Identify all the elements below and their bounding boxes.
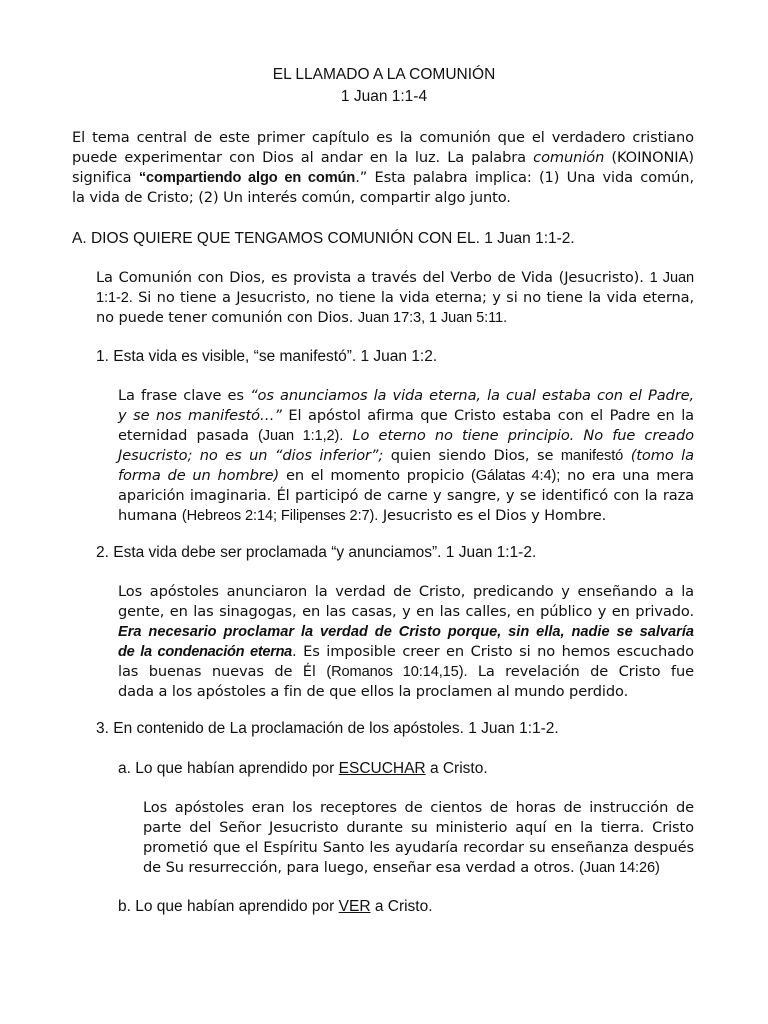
- point-2-line: Los apóstoles anunciaron la verdad de Cristo, predicando y enseñando a la: [118, 583, 694, 600]
- scripture-ref: Juan 17:3, 1 Juan 5:11.: [357, 310, 508, 326]
- scripture-ref: 1:1-2.: [96, 290, 133, 306]
- intro-line: El tema central de este primer capítulo es la comunión que el verdadero cristiano: [72, 129, 694, 146]
- point-2-line: las buenas nuevas de Él (Romanos 10:14,15). La revelación de Cristo fue: [118, 663, 694, 680]
- keyword-escuchar: ESCUCHAR: [338, 760, 426, 777]
- section-a-line: La Comunión con Dios, es provista a través del Verbo de Vida (Jesucristo). 1 Juan: [96, 269, 694, 286]
- point-3a-line: Los apóstoles eran los receptores de cientos de horas de instrucción de: [143, 799, 694, 816]
- keyword-ver: VER: [338, 898, 371, 915]
- point-1-line: eternidad pasada (Juan 1:1,2). Lo eterno no tiene principio. No fue creado: [118, 427, 694, 444]
- point-1-line: Jesucristo; no es un “dios inferior”; quien siendo Dios, se manifestó (tomo la: [118, 447, 694, 464]
- point-1-line: aparición imaginaria. Él participó de carne y sangre, y se identificó con la raza: [118, 487, 694, 504]
- section-a-line: 1:1-2. Si no tiene a Jesucristo, no tiene la vida eterna; y si no tiene la vida eterna,: [96, 289, 694, 306]
- point-3a-line: prometió que el Espíritu Santo les ayudaría recordar su enseñanza después: [143, 839, 694, 856]
- koinonia-term: comunión: [533, 149, 605, 166]
- page-title: EL LLAMADO A LA COMUNIÓN: [272, 66, 496, 83]
- scripture-ref: (Juan 1:1,2).: [258, 428, 344, 444]
- definition-phrase: “compartiendo algo en común: [138, 170, 356, 186]
- point-3a-heading: a. Lo que habían aprendido por ESCUCHAR a Cristo.: [118, 760, 488, 777]
- point-2-line: gente, en las sinagogas, en las casas, y en las calles, en público y en privado.: [118, 603, 694, 620]
- page-subtitle: 1 Juan 1:1-4: [340, 88, 428, 105]
- point-3-heading: 3. En contenido de La proclamación de los apóstoles. 1 Juan 1:1-2.: [96, 720, 559, 737]
- point-2-heading: 2. Esta vida debe ser proclamada “y anunciamos”. 1 Juan 1:1-2.: [96, 544, 537, 561]
- point-2-emphasis-line: Era necesario proclamar la verdad de Cristo porque, sin ella, nadie se salvaría: [118, 624, 694, 640]
- section-a-heading: A. DIOS QUIERE QUE TENGAMOS COMUNIÓN CON EL. 1 Juan 1:1-2.: [72, 230, 575, 247]
- point-3b-heading: b. Lo que habían aprendido por VER a Cristo.: [118, 898, 433, 915]
- point-1-line: humana (Hebreos 2:14; Filipenses 2:7). Jesucristo es el Dios y Hombre.: [118, 507, 607, 524]
- point-2-line: dada a los apóstoles a fin de que ellos la proclamen al mundo perdido.: [118, 683, 629, 700]
- scripture-ref: (Juan 14:26): [579, 860, 660, 876]
- intro-line: significa “compartiendo algo en común.” Esta palabra implica: (1) Una vida común,: [72, 169, 694, 186]
- point-1-line: y se nos manifestó…” El apóstol afirma que Cristo estaba con el Padre en la: [118, 407, 694, 424]
- point-1-line: forma de un hombre) en el momento propicio (Gálatas 4:4); no era una mera: [118, 467, 694, 484]
- point-1-line: La frase clave es “os anunciamos la vida eterna, la cual estaba con el Padre,: [118, 387, 695, 404]
- scripture-ref: (Hebreos 2:14; Filipenses 2:7).: [181, 508, 379, 524]
- intro-line: puede experimentar con Dios al andar en la luz. La palabra comunión (KOINONIA): [72, 149, 694, 166]
- point-3a-line: de Su resurrección, para luego, enseñar esa verdad a otros. (Juan 14:26): [143, 859, 660, 876]
- scripture-ref: (Romanos 10:14,15).: [326, 664, 468, 680]
- section-a-line: no puede tener comunión con Dios. Juan 17:3, 1 Juan 5:11.: [96, 309, 508, 326]
- scripture-ref: (Gálatas 4:4);: [470, 468, 561, 484]
- intro-line: la vida de Cristo; (2) Un interés común, compartir algo junto.: [72, 189, 511, 206]
- point-2-line: de la condenación eterna. Es imposible creer en Cristo si no hemos escuchado: [118, 643, 694, 660]
- point-1-heading: 1. Esta vida es visible, “se manifestó”. 1 Juan 1:2.: [96, 348, 438, 365]
- scripture-ref: 1 Juan: [649, 270, 694, 286]
- point-3a-line: parte del Señor Jesucristo durante su ministerio aquí en la tierra. Cristo: [143, 819, 694, 836]
